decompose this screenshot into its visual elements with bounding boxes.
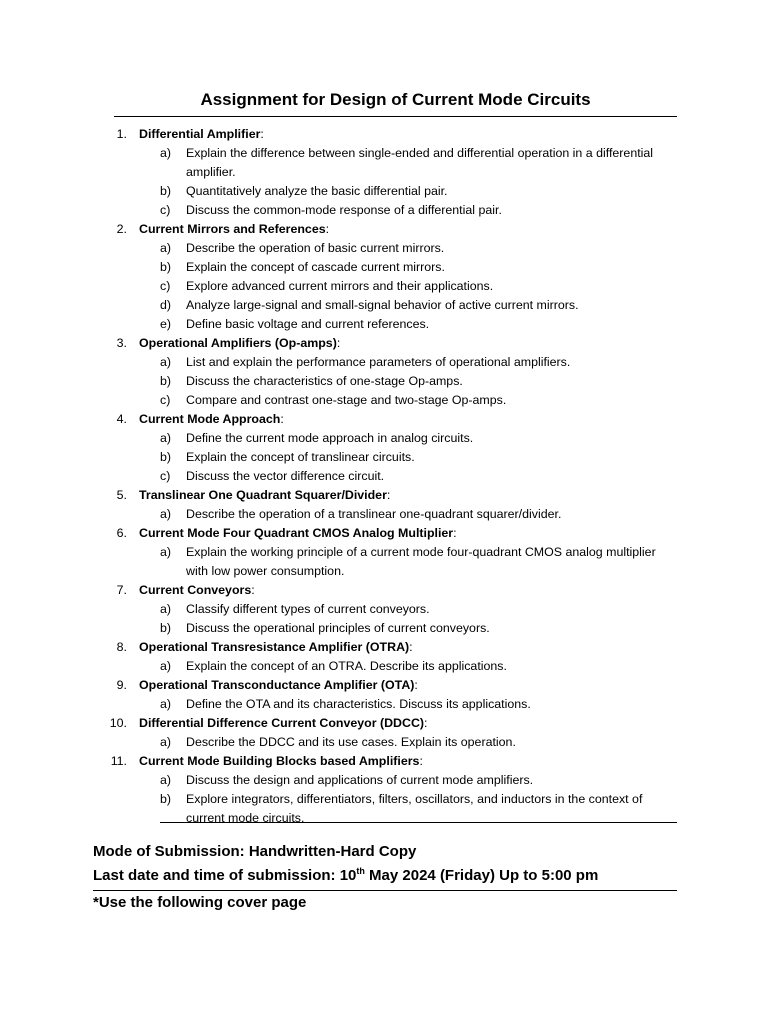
list-item (0, 334, 768, 410)
sub-item (0, 657, 768, 676)
sub-item-text: Discuss the characteristics of one-stage Op-amps. (186, 374, 463, 388)
sub-item (0, 771, 768, 790)
sub-item (0, 372, 768, 391)
item-heading (139, 676, 418, 695)
item-heading-colon: : (251, 583, 255, 597)
page-title: Assignment for Design of Current Mode Circuits (200, 90, 591, 109)
item-heading-line (0, 752, 768, 771)
item-heading-text: Operational Amplifiers (Op-amps) (139, 336, 337, 350)
sub-item-text: Explain the concept of an OTRA. Describe its applications. (186, 659, 507, 673)
sub-item-text: Explain the difference between single-ended and differential operation in a differential amplifier. (186, 146, 654, 179)
item-heading-colon: : (453, 526, 457, 540)
item-heading-text: Current Mode Four Quadrant CMOS Analog Multiplier (139, 526, 454, 540)
list-item (0, 220, 768, 334)
item-heading-colon: : (260, 127, 264, 141)
sub-item-text: Discuss the common-mode response of a differential pair. (186, 203, 502, 217)
sub-item-letter: a) (160, 602, 172, 616)
item-heading-colon: : (414, 678, 418, 692)
sub-item-letter: a) (160, 697, 172, 711)
item-heading-line (0, 486, 768, 505)
sub-item-letter: a) (160, 146, 172, 160)
sub-item (0, 201, 768, 220)
item-number: 10. (109, 716, 127, 730)
sub-item-text: Define the current mode approach in analog circuits. (186, 431, 474, 445)
sub-item (0, 391, 768, 410)
sub-item-letter: a) (160, 507, 172, 521)
footer-rule (93, 890, 677, 891)
sub-item-letter: b) (160, 792, 172, 806)
item-heading-colon: : (280, 412, 284, 426)
item-heading-line (0, 125, 768, 144)
item-heading-line (0, 638, 768, 657)
assignment-list (0, 125, 768, 828)
sub-item (0, 239, 768, 258)
mode-of-submission: Mode of Submission: Handwritten-Hard Copy (93, 843, 417, 860)
sub-item (0, 277, 768, 296)
submission-deadline (93, 866, 598, 886)
sub-item (0, 619, 768, 638)
sub-item (0, 182, 768, 201)
item-heading (139, 638, 413, 657)
item-heading (139, 334, 340, 353)
item-heading-text: Current Conveyors (139, 583, 252, 597)
sub-item-letter: e) (160, 317, 172, 331)
sub-item (0, 296, 768, 315)
sub-item (0, 353, 768, 372)
list-item (0, 410, 768, 486)
sub-item-letter: c) (160, 469, 171, 483)
sub-item-letter: a) (160, 355, 172, 369)
item-heading (139, 220, 329, 239)
sub-item (0, 733, 768, 752)
sub-item-text: Analyze large-signal and small-signal behavior of active current mirrors. (186, 298, 579, 312)
item-heading-line (0, 410, 768, 429)
sub-item (0, 695, 768, 714)
sub-item-text: Discuss the design and applications of current mode amplifiers. (186, 773, 534, 787)
sub-item-letter: a) (160, 735, 172, 749)
sub-item (0, 258, 768, 277)
sub-item-text: Explain the concept of cascade current mirrors. (186, 260, 445, 274)
sub-item-text: Compare and contrast one-stage and two-stage Op-amps. (186, 393, 507, 407)
list-item (0, 714, 768, 752)
cover-page-note: *Use the following cover page (93, 894, 307, 911)
item-heading-colon: : (336, 336, 341, 350)
list-item (0, 486, 768, 524)
item-number: 5. (116, 488, 127, 502)
item-number: 7. (116, 583, 127, 597)
item-heading (139, 524, 457, 543)
item-heading-text: Operational Transresistance Amplifier (OTRA) (139, 640, 410, 654)
item-heading-line (0, 676, 768, 695)
item-heading-line (0, 581, 768, 600)
sub-item-text: Describe the operation of basic current mirrors. (186, 241, 445, 255)
sub-item-letter: d) (160, 298, 172, 312)
sub-item-letter: c) (160, 203, 171, 217)
item-heading-colon: : (386, 488, 391, 502)
item-heading-line (0, 714, 768, 733)
sub-item-text: Describe the operation of a translinear one-quadrant squarer/divider. (186, 507, 562, 521)
sub-item-letter: c) (160, 393, 171, 407)
sub-item-letter: b) (160, 184, 172, 198)
item-heading (139, 410, 284, 429)
sub-item (0, 505, 768, 524)
sub-item-text: Discuss the operational principles of current conveyors. (186, 621, 490, 635)
sub-item-letter: b) (160, 621, 172, 635)
deadline-suffix: May 2024 (Friday) Up to 5:00 pm (364, 867, 599, 884)
item-heading-text: Current Mode Building Blocks based Amplifiers (139, 754, 420, 768)
sub-item-letter: a) (160, 241, 172, 255)
sub-item-text: Explore advanced current mirrors and their applications. (186, 279, 494, 293)
sub-item-letter: a) (160, 545, 172, 559)
list-item (0, 125, 768, 220)
sub-item-text: Define basic voltage and current references. (186, 317, 430, 331)
sub-item-letter: a) (160, 431, 172, 445)
item-heading (139, 125, 264, 144)
list-end-rule (160, 822, 677, 823)
list-item (0, 524, 768, 581)
item-heading (139, 581, 255, 600)
item-number: 11. (110, 754, 127, 768)
item-heading-text: Current Mode Approach (139, 412, 281, 426)
sub-item-text: Classify different types of current conveyors. (186, 602, 430, 616)
item-number: 9. (116, 678, 127, 692)
item-number: 6. (116, 526, 127, 540)
item-heading-text: Operational Transconductance Amplifier (OTA) (139, 678, 415, 692)
sub-item-text: Explain the concept of translinear circuits. (186, 450, 415, 464)
item-heading-text: Differential Difference Current Conveyor (DDCC) (139, 716, 425, 730)
item-heading-line (0, 334, 768, 353)
item-heading (139, 486, 390, 505)
sub-item-letter: a) (160, 659, 172, 673)
item-heading-text: Translinear One Quadrant Squarer/Divider (139, 488, 387, 502)
sub-item (0, 467, 768, 486)
sub-item-letter: b) (160, 374, 172, 388)
item-heading (139, 752, 423, 771)
sub-item-letter: b) (160, 450, 172, 464)
item-heading-colon: : (424, 716, 428, 730)
list-item (0, 638, 768, 676)
item-heading-colon: : (325, 222, 330, 236)
sub-item (0, 543, 768, 581)
item-number: 3. (116, 336, 127, 350)
sub-item-text: Explain the working principle of a current mode four-quadrant CMOS analog multiplier with low power consumption. (186, 545, 656, 578)
item-number: 1. (116, 127, 127, 141)
item-heading-line (0, 524, 768, 543)
deadline-prefix: Last date and time of submission: 10 (93, 867, 357, 884)
sub-item-text: List and explain the performance parameters of operational amplifiers. (186, 355, 571, 369)
title-rule (114, 116, 677, 117)
sub-item-letter: c) (160, 279, 171, 293)
sub-item-text: Discuss the vector difference circuit. (186, 469, 385, 483)
sub-item (0, 448, 768, 467)
item-heading-colon: : (419, 754, 423, 768)
item-heading-text: Current Mirrors and References (139, 222, 326, 236)
item-heading (139, 714, 427, 733)
item-heading-colon: : (409, 640, 413, 654)
sub-item-letter: a) (160, 773, 172, 787)
sub-item (0, 600, 768, 619)
sub-item-text: Define the OTA and its characteristics. Discuss its applications. (186, 697, 531, 711)
sub-item (0, 429, 768, 448)
list-item (0, 676, 768, 714)
deadline-ordinal: th (356, 866, 365, 876)
sub-item-text: Describe the DDCC and its use cases. Explain its operation. (186, 735, 516, 749)
sub-item-text: Quantitatively analyze the basic differential pair. (186, 184, 448, 198)
item-number: 8. (116, 640, 127, 654)
item-number: 2. (116, 222, 127, 236)
list-item (0, 752, 768, 828)
sub-item-letter: b) (160, 260, 172, 274)
item-heading-line (0, 220, 768, 239)
sub-item (0, 144, 768, 182)
list-item (0, 581, 768, 638)
item-number: 4. (116, 412, 127, 426)
sub-item (0, 315, 768, 334)
sub-item-text: Explore integrators, differentiators, filters, oscillators, and inductors in the context of current mode circuits. (186, 792, 643, 825)
item-heading-text: Differential Amplifier (139, 127, 261, 141)
